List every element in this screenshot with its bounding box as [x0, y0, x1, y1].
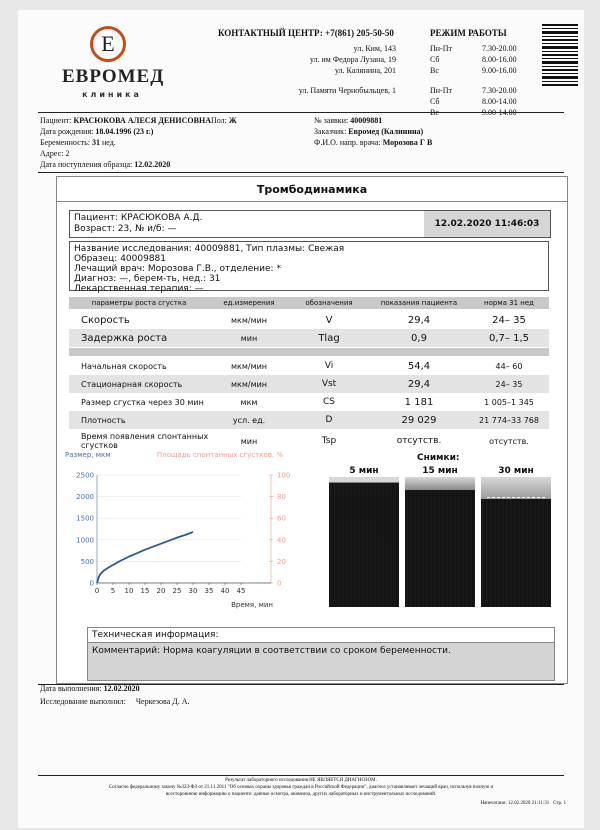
- schedule-title: РЕЖИМ РАБОТЫ: [430, 28, 507, 38]
- address-1: ул. Ким, 143: [353, 44, 396, 53]
- chart-y-tick-label: 2500: [76, 471, 94, 480]
- lab-report-page: [18, 10, 584, 828]
- study-doctor: Лечащий врач: Морозова Г.В., отделение: *: [74, 264, 281, 274]
- address-3: ул. Калинина, 201: [334, 66, 396, 75]
- snapshot-30min: [481, 477, 551, 607]
- logo-letter: Е: [101, 31, 115, 56]
- table-row: Задержка роста мин Tlag 0,9 0,7– 1,5: [69, 329, 549, 347]
- images-title: Снимки:: [417, 453, 460, 463]
- report-patient-name: Пациент: КРАСЮКОВА А.Д.: [74, 213, 203, 223]
- chart-y2-tick-label: 0: [277, 579, 282, 588]
- report-patient-box: [69, 210, 551, 238]
- report-datetime: 12.02.2020 11:46:03: [424, 211, 550, 237]
- chart-x-tick-label: 15: [140, 587, 150, 595]
- disclaimer-line-2: Согласно федеральному закону №323-ФЗ от 21.11.2011 "Об основах охраны здоровья граждан в Российской Федерации", диагноз устанавливает лечащий врач, используя полную и: [108, 785, 494, 790]
- hours-block-2: Пн-Пт 7.30-20.00 Сб 8.00-14.00: [430, 86, 517, 106]
- chart-x-tick-label: 5: [110, 587, 116, 595]
- disclaimer: [38, 777, 564, 798]
- chart-y2-tick-label: 60: [277, 514, 286, 523]
- logo-subtitle: клиника: [82, 90, 142, 99]
- table-row: Стационарная скорость мкм/мин Vst 29,4 24– 35: [69, 375, 549, 393]
- tech-comment: Комментарий: Норма коагуляции в соответствии со сроком беременности.: [88, 642, 554, 680]
- chart-y-tick-label: 0: [89, 579, 94, 588]
- chart-ylabel: Размер, мкм: [65, 451, 111, 459]
- report-title: Тромбодинамика: [256, 183, 368, 196]
- doctor-line: Ф.И.О. напр. врача: Морозова Г В: [314, 138, 433, 147]
- pregnancy-line: Беременность: 31 нед.: [40, 138, 116, 147]
- page-number: Стр. 1: [552, 801, 566, 806]
- study-therapy: Лекарственная терапия: —: [74, 284, 204, 294]
- chart-y2label: Площадь спонтанных сгустков, %: [156, 451, 283, 459]
- chart-x-tick-label: 30: [188, 587, 198, 595]
- chart-x-tick-label: 10: [124, 587, 134, 595]
- report-study-box: [69, 241, 549, 294]
- chart-x-tick-label: 20: [156, 587, 166, 595]
- contact-center: КОНТАКТНЫЙ ЦЕНТР: +7(861) 205-50-50: [218, 28, 394, 38]
- chart-y2-tick-label: 40: [277, 536, 286, 545]
- tech-info-title: Техническая информация:: [92, 630, 219, 640]
- image-label-5min: 5 мин: [349, 466, 379, 476]
- patient-info-left: [40, 115, 320, 170]
- info-divider: [38, 172, 564, 173]
- table-row: Плотность усл. ед. D 29 029 21 774–33 768: [69, 411, 549, 429]
- study-sample: Образец: 40009881: [74, 254, 167, 264]
- logo-emblem-icon: [90, 26, 126, 62]
- chart-x-tick-label: 40: [220, 587, 230, 595]
- snapshot-15min: [405, 477, 475, 607]
- tech-info-box: [87, 627, 555, 681]
- chart-xlabel: Время, мин: [231, 601, 273, 609]
- table-row: Время появления спонтанных сгустков мин Tsp отсутств. отсутств.: [81, 432, 529, 450]
- table-header: параметры роста сгустка ед.измерения обозначения показания пациента норма 31 нед: [69, 297, 549, 309]
- footer-divider: [38, 775, 564, 776]
- address-line: Адрес: 2: [40, 149, 70, 158]
- chart-x-tick-label: 45: [236, 587, 246, 595]
- received-line: Дата поступления образца: 12.02.2020: [40, 160, 171, 169]
- header-divider: [38, 112, 564, 113]
- address-2: ул. им Федора Лузана, 19: [309, 55, 396, 64]
- clinic-logo: [62, 26, 165, 112]
- disclaimer-line-1: Результат лабораторного исследования НЕ ЯВЛЯЕТСЯ ДИАГНОЗОМ.: [225, 778, 377, 783]
- chart-x-tick-label: 25: [172, 587, 182, 595]
- image-label-15min: 15 мин: [422, 466, 458, 476]
- customer-line: Заказчик: Евромед (Калинина): [314, 127, 424, 136]
- logo-name: ЕВРОМЕД: [62, 66, 165, 87]
- table-row: Начальная скорость мкм/мин Vi 54,4 44– 60: [81, 360, 523, 372]
- printed-date: Напечатано: 12.02.2020 21:11:31: [480, 801, 550, 806]
- chart-y-tick-label: 1500: [76, 514, 94, 523]
- chart-x-tick-label: 0: [94, 587, 100, 595]
- table-row: Скорость мкм/мин V 29,4 24– 35: [81, 314, 526, 326]
- chart-y2-tick-label: 80: [277, 493, 286, 502]
- report-patient-age: Возраст: 23, № и/б: —: [74, 224, 177, 234]
- done-line: Дата выполнения: 12.02.2020: [40, 684, 140, 693]
- report-frame: [56, 176, 568, 684]
- clot-growth-chart: [59, 447, 295, 617]
- study-diagnosis: Диагноз: —, берем-ть, нед.: 31: [74, 274, 221, 284]
- results-table: [69, 297, 549, 450]
- chart-x-tick-label: 35: [204, 587, 214, 595]
- performer-line: Исследование выполнил: Черкезова Д. А.: [40, 697, 190, 706]
- hours-block-1: Пн-Пт 7.30-20.00 Сб 8.00-16.00 Вс 9.00-16.00: [430, 44, 517, 75]
- chart-y-tick-label: 2000: [76, 493, 94, 502]
- disclaimer-line-3: всестороннюю информацию о пациенте: данные осмотра, анамнеза, других лабораторных и инструментальных исследований.: [165, 792, 437, 797]
- patient-name-line: Пациент: КРАСЮКОВА АЛЕСЯ ДЕНИСОВНАПол: Ж: [40, 116, 237, 125]
- dob-line: Дата рождения: 18.04.1996 (23 г.): [40, 127, 154, 136]
- print-info: [480, 801, 566, 806]
- table-row: Размер сгустка через 30 мин мкм CS 1 181 1 005–1 345: [81, 396, 534, 408]
- chart-y2-tick-label: 100: [277, 471, 291, 480]
- image-label-30min: 30 мин: [498, 466, 534, 476]
- barcode-icon: [542, 24, 578, 86]
- snapshot-5min: [329, 477, 399, 607]
- chart-y2-tick-label: 20: [277, 557, 286, 566]
- order-line: № заявки: 40009881: [314, 116, 383, 125]
- study-name: Название исследования: 40009881, Тип плазмы: Свежая: [74, 244, 345, 254]
- patient-info-right: [314, 115, 564, 148]
- chart-y-tick-label: 500: [80, 557, 94, 566]
- chart-y-tick-label: 1000: [76, 536, 94, 545]
- address-4: ул. Памяти Чернобыльцев, 1: [298, 86, 396, 95]
